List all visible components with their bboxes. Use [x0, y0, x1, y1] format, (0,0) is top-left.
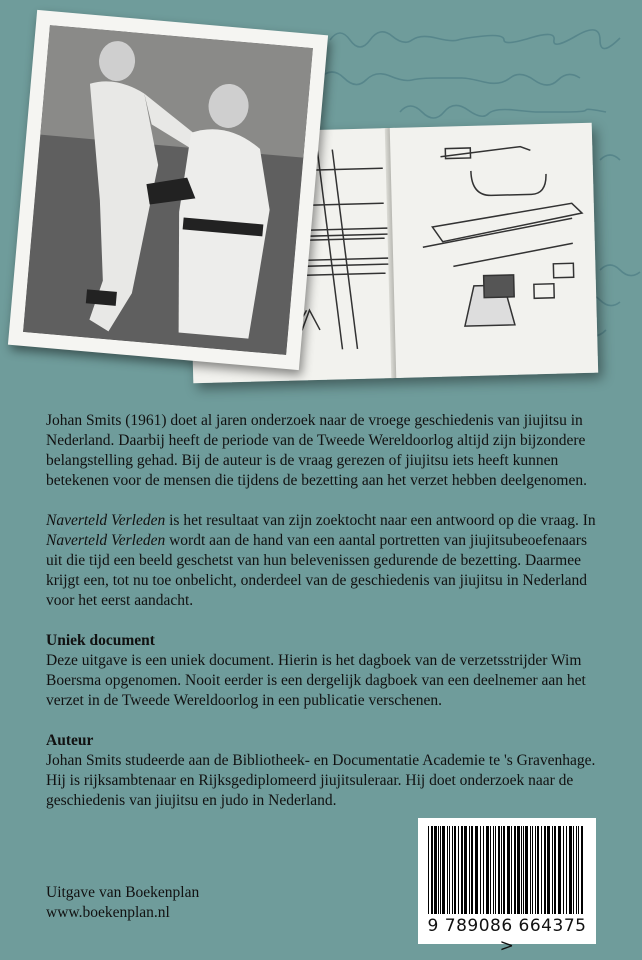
- publisher-url: www.boekenplan.nl: [46, 904, 170, 921]
- photo-image: [23, 25, 313, 355]
- barcode-bar: [581, 826, 583, 914]
- barcode-bar: [541, 826, 542, 914]
- track-sabotage-diagram-icon: [390, 123, 598, 378]
- intro-paragraph: Johan Smits (1961) doet al jaren onderzoek naar de vroege geschiedenis van jiujitsu in Nederland. Daarbij heeft de periode van de Tweede Wereldoorlog altijd zijn bijzondere belangstelling gehad. Bij de auteur is de vraag gerezen of jiujitsu iets heeft kunnen betekenen voor de mensen die tijdens de bezetting aan het verzet hebben deelgenomen.: [46, 412, 587, 489]
- barcode-bar: [573, 826, 574, 914]
- barcode-bar: [483, 826, 484, 914]
- barcode-bars: [426, 826, 588, 914]
- barcode-bar: [495, 826, 496, 914]
- barcode-bar: [475, 826, 478, 914]
- barcode-bar: [547, 826, 550, 914]
- barcode-bar: [576, 826, 577, 914]
- barcode-digits: 9 789086 664375 >: [427, 916, 587, 956]
- barcode-bar: [544, 826, 546, 914]
- barcode-bar: [431, 826, 433, 914]
- barcode-bar: [471, 826, 473, 914]
- barcode-bar: [563, 826, 564, 914]
- book-right-page: [390, 123, 598, 378]
- barcode-bar: [558, 826, 561, 914]
- barcode-bar: [569, 826, 572, 914]
- barcode-bar: [503, 826, 505, 914]
- barcode-bar: [507, 826, 510, 914]
- description-part-b: wordt aan de hand van een aantal portretten van jiujitsubeoefenaars uit die tijd een beeld geschetst van hun belevenissen gedurende de bezetting. Daarmee krijgt een, tot nu toe onbelicht, onderdeel van de geschiedenis van jiujitsu in Nederland voor het eerst aandacht.: [46, 532, 588, 609]
- barcode-bar: [454, 826, 456, 914]
- barcode-bar: [566, 826, 567, 914]
- publisher-info: [46, 883, 199, 923]
- barcode-bar: [552, 826, 553, 914]
- jiujitsu-photo: [8, 10, 328, 370]
- back-cover-text: [46, 411, 606, 831]
- book-title: Naverteld Verleden: [46, 512, 166, 529]
- barcode-bar: [554, 826, 556, 914]
- barcode-bar: [530, 826, 531, 914]
- isbn-barcode: [418, 818, 596, 956]
- barcode-bar: [517, 826, 520, 914]
- barcode-bar: [440, 826, 441, 914]
- book-title: Naverteld Verleden: [46, 532, 166, 549]
- barcode-bar: [537, 826, 539, 914]
- barcode-bar: [480, 826, 481, 914]
- barcode-bar: [438, 826, 439, 914]
- barcode-bar: [452, 826, 453, 914]
- barcode-bar: [511, 826, 512, 914]
- barcode-bar: [514, 826, 516, 914]
- barcode-bar: [447, 826, 448, 914]
- barcode-bar: [501, 826, 502, 914]
- barcode-bar: [458, 826, 459, 914]
- author-heading: Auteur: [46, 732, 94, 749]
- barcode-bar: [525, 826, 528, 914]
- barcode-bar: [521, 826, 522, 914]
- barcode-bar: [532, 826, 533, 914]
- barcode-bar: [434, 826, 437, 914]
- barcode-bar: [535, 826, 536, 914]
- author-text: Johan Smits studeerde aan de Bibliotheek- en Documentatie Academie te 's Gravenhage. Hij is rijksambtenaar en Rijksgediplomeerd jiujitsuleraar. Hij doet onderzoek naar de geschiedenis van jiujitsu en judo in Nederland.: [46, 752, 596, 809]
- barcode-bar: [464, 826, 467, 914]
- barcode-bar: [493, 826, 494, 914]
- barcode-bar: [449, 826, 450, 914]
- publisher-name: Uitgave van Boekenplan: [46, 884, 200, 901]
- barcode-bar: [523, 826, 524, 914]
- barcode-bar: [490, 826, 491, 914]
- barcode-bar: [486, 826, 489, 914]
- barcode-bar: [469, 826, 470, 914]
- barcode-bar: [428, 826, 429, 914]
- description-part-a: is het resultaat van zijn zoektocht naar een antwoord op die vraag. In: [165, 512, 596, 529]
- barcode-bar: [498, 826, 500, 914]
- unique-document-text: Deze uitgave is een uniek document. Hierin is het dagboek van de verzetsstrijder Wim Boersma opgenomen. Nooit eerder is een dergelijk dagboek van een deelnemer aan het verzet in de Tweede Wereldoorlog in een publicatie verschenen.: [46, 652, 586, 709]
- barcode-bar: [442, 826, 445, 914]
- barcode-bar: [461, 826, 463, 914]
- barcode-bar: [578, 826, 579, 914]
- book-description-paragraph: [46, 511, 606, 611]
- unique-document-heading: Uniek document: [46, 632, 155, 649]
